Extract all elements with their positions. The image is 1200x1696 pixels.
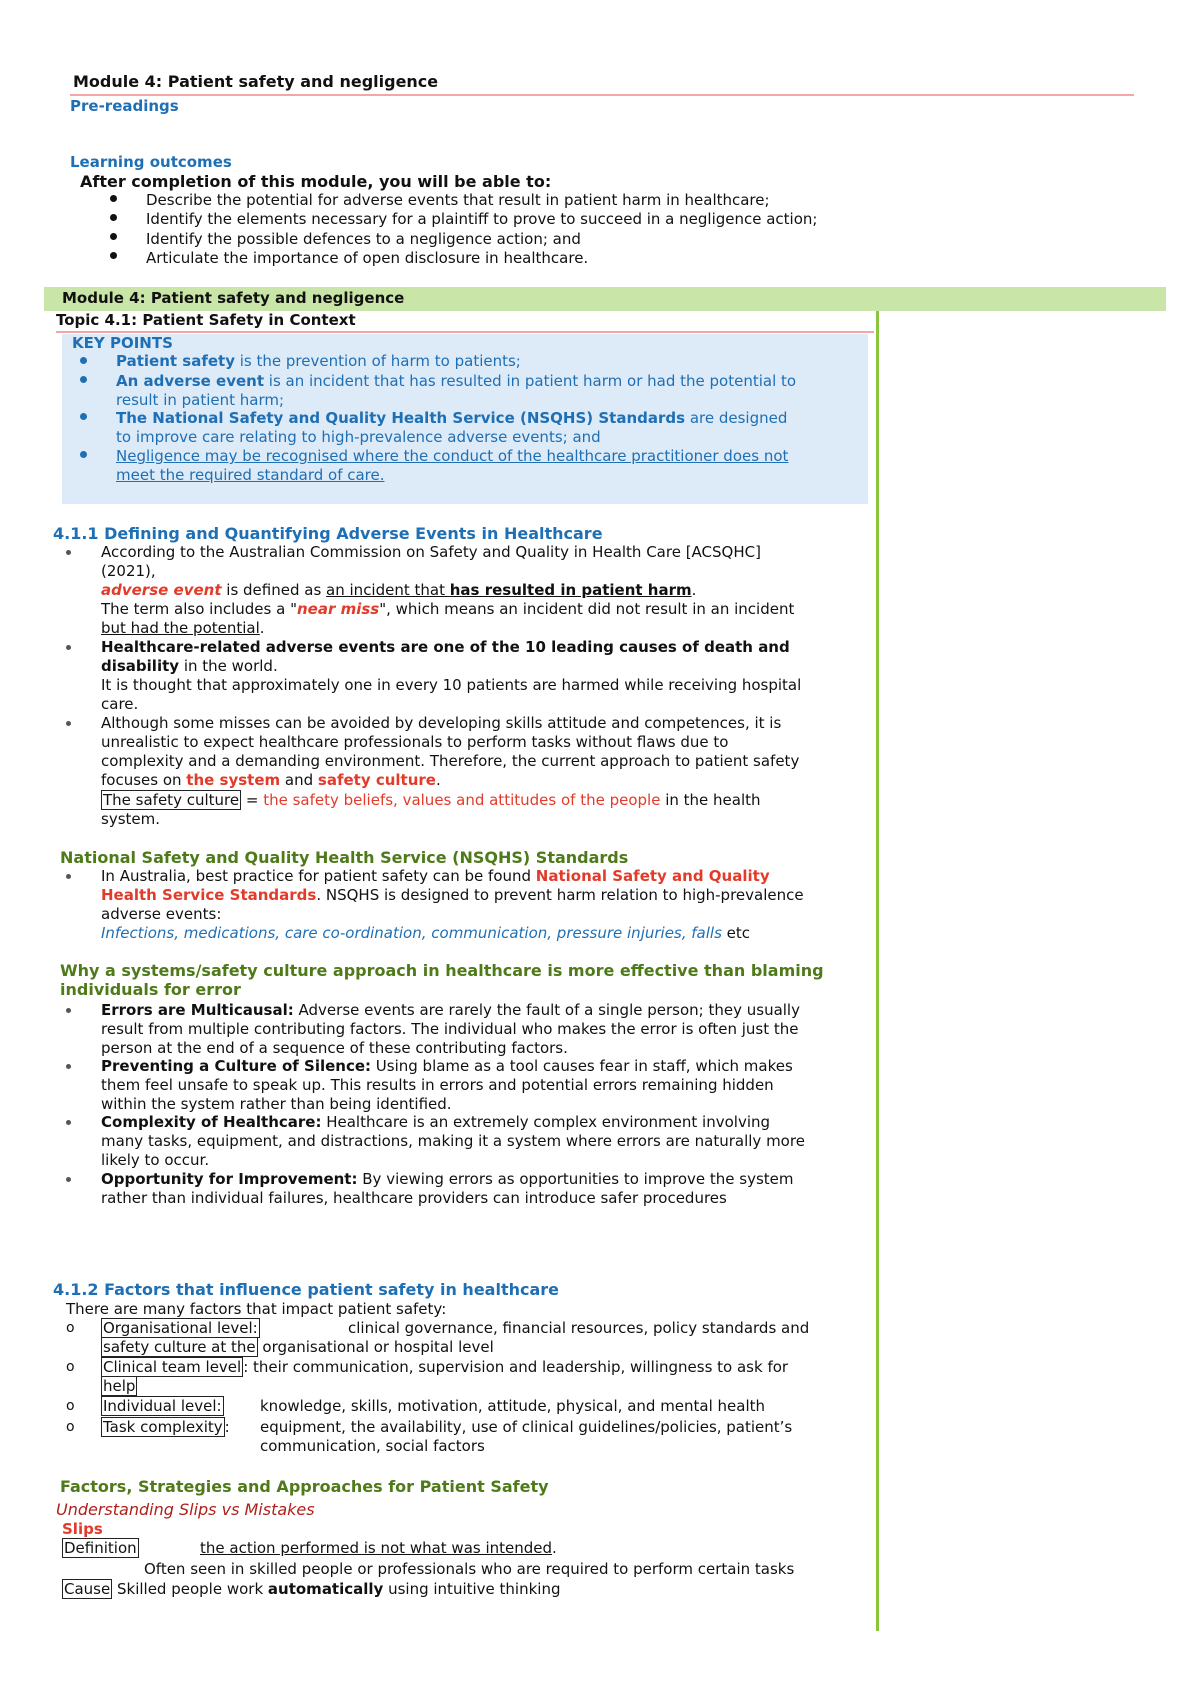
factor-task-desc: equipment, the availability, use of clinical guidelines/policies, patient’s (260, 1418, 793, 1436)
key-point-4: Negligence may be recognised where the conduct of the healthcare practitioner does not (116, 447, 789, 465)
why-i1-l1: Errors are Multicausal: Adverse events are rarely the fault of a single person; they usually (101, 1001, 800, 1019)
why-i1-l2: result from multiple contributing factors. The individual who makes the error is often just the (101, 1020, 799, 1038)
s411-b3-l2: unrealistic to expect healthcare professionals to perform tasks without flaws due to (101, 733, 729, 751)
bullet-icon (110, 214, 117, 221)
bullet-icon (66, 550, 71, 555)
factor-organisational-cont: safety culture at the organisational or hospital level (103, 1338, 494, 1356)
section-412-heading: 4.1.2 Factors that influence patient safety in healthcare (53, 1280, 560, 1299)
bullet-icon (80, 413, 87, 420)
bullet-icon (110, 252, 117, 259)
factor-task: Task complexity : (103, 1418, 230, 1436)
s411-b1-l4: The term also includes a "near miss", which means an incident did not result in an incident (101, 600, 795, 618)
key-point-2: An adverse event is an incident that has resulted in patient harm or had the potential to (116, 372, 797, 390)
key-point-4-cont: meet the required standard of care. (116, 466, 385, 484)
vertical-rule (876, 311, 879, 1631)
title-divider (70, 94, 1134, 96)
circle-bullet-icon: o (66, 1419, 75, 1435)
topic-title: Topic 4.1: Patient Safety in Context (56, 311, 356, 329)
bullet-icon (66, 1008, 71, 1013)
why-i4-l1: Opportunity for Improvement: By viewing errors as opportunities to improve the system (101, 1170, 794, 1188)
list-item: Articulate the importance of open disclosure in healthcare. (146, 249, 589, 267)
s411-b1-l5: but had the potential. (101, 619, 265, 637)
nsqhs-heading: National Safety and Quality Health Service (NSQHS) Standards (60, 848, 629, 867)
s411-b1-l3: adverse event is defined as an incident that has resulted in patient harm. (101, 581, 697, 599)
nsqhs-l1: In Australia, best practice for patient safety can be found National Safety and Quality (101, 867, 770, 885)
circle-bullet-icon: o (66, 1359, 75, 1375)
nsqhs-l2: Health Service Standards. NSQHS is designed to prevent harm relation to high-prevalence (101, 886, 804, 904)
why-i3-l2: many tasks, equipment, and distractions, making it a system where errors are naturally more (101, 1132, 805, 1150)
key-point-3: The National Safety and Quality Health Service (NSQHS) Standards are designed (116, 409, 788, 427)
why-heading: Why a systems/safety culture approach in healthcare is more effective than blaming (60, 961, 824, 980)
definition-label: Definition (64, 1539, 137, 1557)
circle-bullet-icon: o (66, 1398, 75, 1414)
why-i3-l1: Complexity of Healthcare: Healthcare is an extremely complex environment involving (101, 1113, 771, 1131)
why-i3-l3: likely to occur. (101, 1151, 210, 1169)
factor-organisational: Organisational level: (103, 1319, 258, 1337)
prereadings-heading: Pre-readings (70, 97, 179, 115)
s411-b3-l4: focuses on the system and safety culture. (101, 771, 441, 789)
bullet-icon (66, 721, 71, 726)
nsqhs-l4: Infections, medications, care co-ordination, communication, pressure injuries, falls etc (101, 924, 751, 942)
section-411-heading: 4.1.1 Defining and Quantifying Adverse Events in Healthcare (53, 524, 603, 543)
bullet-icon (66, 1064, 71, 1069)
s411-b2-l2: disability in the world. (101, 657, 278, 675)
factor-task-cont: communication, social factors (260, 1437, 485, 1455)
page-title: Module 4: Patient safety and negligence (73, 72, 439, 91)
s411-b3-l6: system. (101, 810, 160, 828)
often-text: Often seen in skilled people or professionals who are required to perform certain tasks (144, 1560, 795, 1578)
module-bar-title: Module 4: Patient safety and negligence (62, 289, 405, 307)
cause-line: Cause Skilled people work automatically using intuitive thinking (64, 1580, 561, 1598)
nsqhs-l3: adverse events: (101, 905, 222, 923)
why-i2-l2: them feel unsafe to speak up. This results in errors and potential errors remaining hidden (101, 1076, 774, 1094)
learning-outcomes-heading: Learning outcomes (70, 153, 232, 171)
s412-intro: There are many factors that impact patient safety: (66, 1300, 447, 1318)
slips-heading: Slips (62, 1520, 103, 1538)
factor-clinical-team-cont: help (103, 1377, 136, 1395)
factor-organisational-desc: clinical governance, financial resources, policy standards and (348, 1319, 810, 1337)
s411-b2-l3: It is thought that approximately one in every 10 patients are harmed while receiving hospital (101, 676, 802, 694)
bullet-icon (80, 376, 87, 383)
s411-b2-l1: Healthcare-related adverse events are one of the 10 leading causes of death and (101, 638, 790, 656)
key-points-heading: KEY POINTS (72, 334, 173, 352)
s411-b3-l3: complexity and a demanding environment. Therefore, the current approach to patient safety (101, 752, 800, 770)
topic-divider (56, 331, 874, 333)
factor-individual-desc: knowledge, skills, motivation, attitude, physical, and mental health (260, 1397, 766, 1415)
why-i2-l3: within the system rather than being identified. (101, 1095, 452, 1113)
bullet-icon (66, 1120, 71, 1125)
factors-heading: Factors, Strategies and Approaches for Patient Safety (60, 1477, 549, 1496)
key-point-3-cont: to improve care relating to high-prevalence adverse events; and (116, 428, 601, 446)
why-i4-l2: rather than individual failures, healthcare providers can introduce safer procedures (101, 1189, 727, 1207)
bullet-icon (66, 874, 71, 879)
circle-bullet-icon: o (66, 1320, 75, 1336)
factor-individual: Individual level: (103, 1397, 222, 1415)
definition-text: the action performed is not what was intended. (200, 1539, 557, 1557)
bullet-icon (66, 1177, 71, 1182)
s411-b3-l1: Although some misses can be avoided by developing skills attitude and competences, it is (101, 714, 782, 732)
s411-b3-l5: The safety culture = the safety beliefs, values and attitudes of the people in the health (103, 791, 761, 809)
why-i1-l3: person at the end of a sequence of these contributing factors. (101, 1039, 568, 1057)
factor-clinical-team: Clinical team level : their communication, supervision and leadership, willingness to ask for (103, 1358, 789, 1376)
bullet-icon (66, 645, 71, 650)
list-item: Identify the elements necessary for a plaintiff to prove to succeed in a negligence action; (146, 210, 818, 228)
list-item: Describe the potential for adverse events that result in patient harm in healthcare; (146, 191, 770, 209)
key-point-2-cont: result in patient harm; (116, 391, 285, 409)
bullet-icon (110, 233, 117, 240)
bullet-icon (110, 195, 117, 202)
why-heading-cont: individuals for error (60, 980, 241, 999)
slips-vs-mistakes-subheading: Understanding Slips vs Mistakes (56, 1500, 315, 1519)
why-i2-l1: Preventing a Culture of Silence: Using blame as a tool causes fear in staff, which makes (101, 1057, 793, 1075)
s411-b1-l2: (2021), (101, 562, 156, 580)
key-point-1: Patient safety is the prevention of harm to patients; (116, 352, 521, 370)
bullet-icon (80, 357, 87, 364)
after-completion-text: After completion of this module, you will be able to: (80, 172, 552, 191)
s411-b1-l1: According to the Australian Commission on Safety and Quality in Health Care [ACSQHC] (101, 543, 761, 561)
list-item: Identify the possible defences to a negligence action; and (146, 230, 581, 248)
bullet-icon (80, 451, 87, 458)
s411-b2-l4: care. (101, 695, 139, 713)
